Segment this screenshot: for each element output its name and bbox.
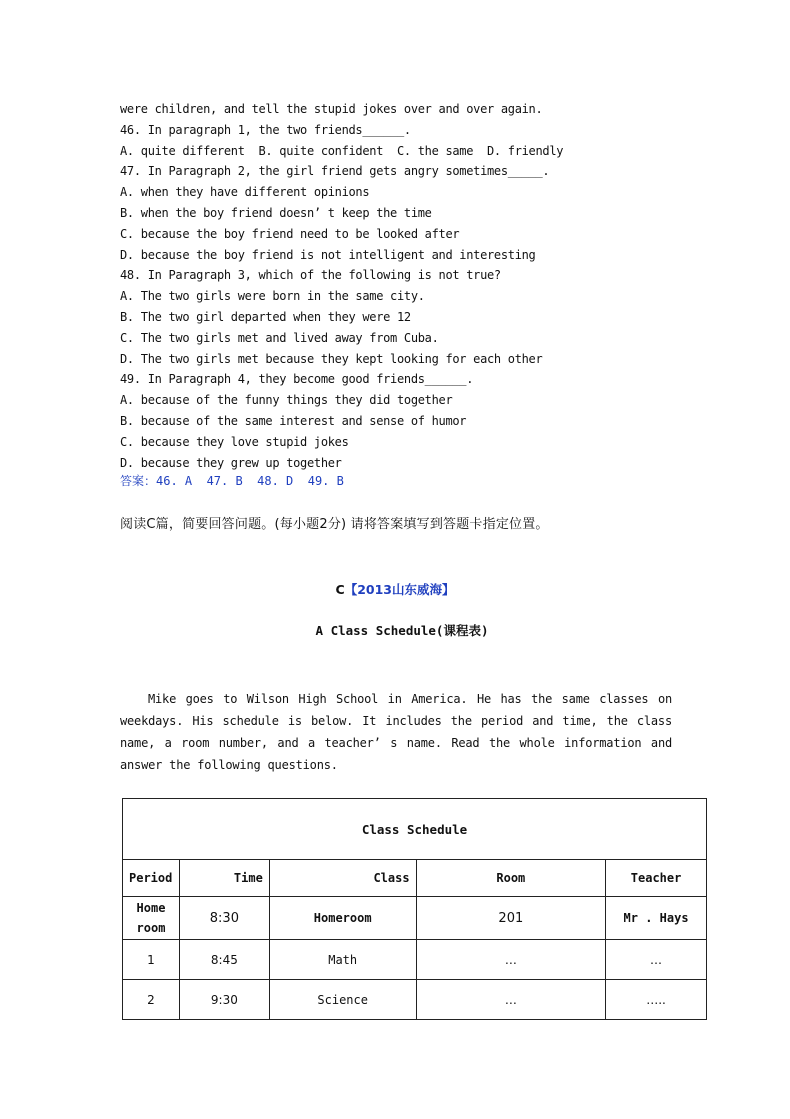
cell-period bbox=[123, 897, 180, 940]
cell-teacher: ….. bbox=[606, 980, 707, 1020]
option-48-a: A. The two girls were born in the same city. bbox=[120, 289, 425, 304]
cell-period: 2 bbox=[123, 980, 180, 1020]
text-line: were children, and tell the stupid jokes over and over again. bbox=[120, 102, 543, 116]
header-period: Period bbox=[123, 860, 180, 897]
header-room: Room bbox=[416, 860, 606, 897]
section-heading bbox=[0, 580, 790, 598]
option-49-c: C. because they love stupid jokes bbox=[120, 434, 349, 449]
table-caption: Class Schedule bbox=[123, 799, 707, 860]
option-47-d: D. because the boy friend is not intelligent and interesting bbox=[120, 247, 536, 262]
options-46: A. quite different B. quite confident C. the same D. friendly bbox=[120, 143, 564, 158]
header-class: Class bbox=[269, 860, 416, 897]
option-49-b: B. because of the same interest and sense of humor bbox=[120, 413, 467, 428]
table-row bbox=[123, 940, 707, 980]
option-47-b: B. when the boy friend doesn’ t keep the time bbox=[120, 205, 432, 220]
class-schedule-table bbox=[122, 798, 707, 1020]
answer-key: 答案：46. A 47. B 48. D 49. B bbox=[120, 474, 344, 488]
question-48: 48. In Paragraph 3, which of the following is not true? bbox=[120, 268, 501, 283]
header-teacher: Teacher bbox=[606, 860, 707, 897]
question-46: 46. In paragraph 1, the two friends______. bbox=[120, 122, 411, 137]
cell-room: … bbox=[416, 980, 606, 1020]
cell-time: 9:30 bbox=[179, 980, 269, 1020]
section-source-tag: 【2013山东威海】 bbox=[344, 582, 455, 597]
cell-period: 1 bbox=[123, 940, 180, 980]
table-row bbox=[123, 897, 707, 940]
option-48-b: B. The two girl departed when they were 12 bbox=[120, 309, 411, 324]
cell-time: 8:30 bbox=[179, 897, 269, 940]
question-block bbox=[120, 99, 720, 473]
question-49: 49. In Paragraph 4, they become good friends______. bbox=[120, 372, 474, 387]
option-49-d: D. because they grew up together bbox=[120, 455, 342, 470]
option-49-a: A. because of the funny things they did together bbox=[120, 393, 453, 408]
reading-instruction: 阅读C篇，简要回答问题。(每小题2分) 请将答案填写到答题卡指定位置。 bbox=[120, 517, 549, 532]
table-header-row bbox=[123, 860, 707, 897]
cell-class: Math bbox=[269, 940, 416, 980]
passage-paragraph: Mike goes to Wilson High School in America. He has the same classes on weekdays. His schedule is below. It includes the period and time, the class name, a room number, and a teacher’ s name. Read the whole information and answer the following questions. bbox=[120, 692, 672, 772]
cell-time: 8:45 bbox=[179, 940, 269, 980]
cell-room: 201 bbox=[416, 897, 606, 940]
option-48-d: D. The two girls met because they kept looking for each other bbox=[120, 351, 543, 366]
cell-teacher: Mr . Hays bbox=[606, 897, 707, 940]
question-47: 47. In Paragraph 2, the girl friend gets angry sometimes_____. bbox=[120, 164, 550, 179]
option-47-a: A. when they have different opinions bbox=[120, 185, 370, 200]
option-47-c: C. because the boy friend need to be looked after bbox=[120, 226, 460, 241]
cell-teacher: … bbox=[606, 940, 707, 980]
option-48-c: C. The two girls met and lived away from Cuba. bbox=[120, 330, 439, 345]
header-time: Time bbox=[179, 860, 269, 897]
passage-title: A Class Schedule(课程表) bbox=[315, 623, 489, 638]
section-letter: C bbox=[335, 582, 345, 597]
cell-class: Homeroom bbox=[269, 897, 416, 940]
cell-class: Science bbox=[269, 980, 416, 1020]
cell-room: … bbox=[416, 940, 606, 980]
table-row bbox=[123, 980, 707, 1020]
period-line-2: room bbox=[136, 921, 166, 935]
period-line-1: Home bbox=[136, 901, 166, 915]
